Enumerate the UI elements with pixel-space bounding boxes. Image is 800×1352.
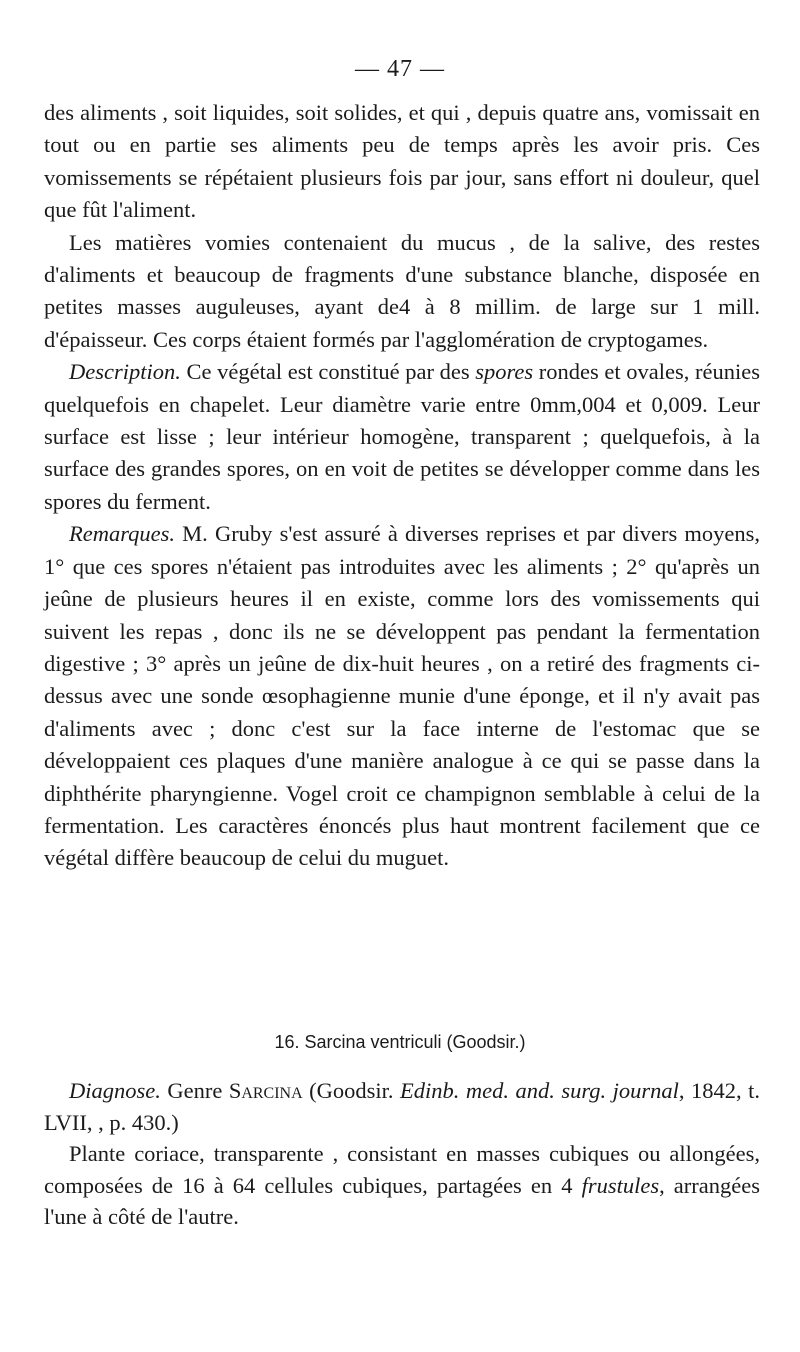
paragraph-vomiting: des aliments , soit liquides, soit solides, et qui , depuis quatre ans, vomissait en tout ou en partie ses aliments peu de temps après les avoir pris. Ces vomissements se répétaient plusieurs fois par jour, sans effort ni douleur, quel que fût l'aliment. [44,100,760,223]
remarks-text: M. Gruby s'est assuré à diverses reprises et par divers moyens, 1° que ces spores n'étaient pas introduites avec les aliments ; 2° qu'après un jeûne de plusieurs heures il en existe, comme lors des vomissements qui suivent les repas , donc ils ne se développent pas pendant la fermentation digestive ; 3° après un jeûne de dix-huit heures , on a retiré des fragments ci-dessus avec une sonde œsophagienne munie d'une éponge, et il n'y avait pas d'aliments avec ; donc c'est sur la face interne de l'estomac que se développaient ces plaques d'une manière analogue à ce qui se passe dans la diphthérite pharyngienne. Vogel croit ce champignon semblable à celui de la fermentation. Les caractères énoncés plus haut montrent facilement que ce végétal diffère beaucoup de celui du muguet. [44,521,760,871]
paragraph-description [44,356,760,518]
spores-term: spores [475,359,534,385]
diagnose-text-a: Genre [160,1078,229,1103]
description-label: Description. [69,359,181,385]
plant-text-a: Plante coriace, transparente , consistant en masses cubiques ou allongées, composées de 16 à 64 cellules cubiques, partagées en 4 [44,1141,760,1198]
main-text-block [44,97,760,875]
paragraph-plant [44,1138,760,1233]
paragraph-remarks [44,518,760,874]
frustules-term: frustules [581,1172,660,1198]
plant-text-b: , arrangées l'une à côté de l'autre. [44,1172,760,1229]
diagnose-text-c: , 1842, t. LVII, , p. 430.) [44,1078,761,1135]
diagnose-section [44,1075,760,1233]
paragraph-vomited-matter: Les matières vomies contenaient du mucus , de la salive, des restes d'aliments et beaucoup de fragments d'une substance blanche, disposée en petites masses auguleuses, ayant de4 à 8 millim. de large sur 1 mill. d'épaisseur. Ces corps étaient formés par l'agglomération de cryptogames. [44,229,760,352]
remarks-label: Remarques. [69,521,176,547]
journal-title: Edinb. med. and. surg. journal [400,1078,679,1103]
description-rest: rondes et ovales, réunies quelquefois en chapelet. Leur diamètre varie entre 0mm,004 et 0,009. Leur surface est lisse ; leur intérieur homogène, transparent ; quelquefois, à la surface des grandes spores, on en voit de petites se développer comme dans les spores du ferment. [44,359,760,514]
description-text: Ce végétal est constitué par des [180,359,476,385]
diagnose-label: Diagnose. [69,1078,161,1103]
figure-caption: 16. Sarcina ventriculi (Goodsir.) [274,1032,526,1052]
genus-name: Sarcina [228,1078,303,1103]
diagnose-text-b: (Goodsir. [302,1078,401,1103]
paragraph-diagnose [44,1075,760,1138]
page-number: — 47 — [355,56,445,82]
